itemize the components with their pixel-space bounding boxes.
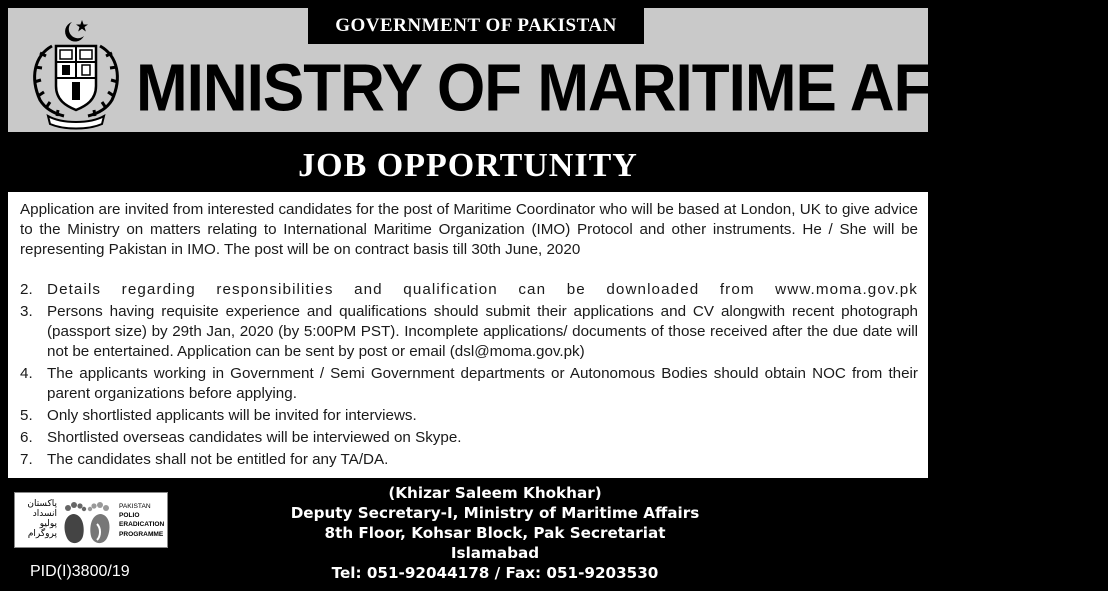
- item-text: The candidates shall not be entitled for any TA/DA.: [47, 451, 389, 468]
- list-item: [20, 302, 918, 362]
- list-item: [20, 364, 918, 404]
- state-emblem-icon: [22, 16, 130, 128]
- polio-urdu-line: پاکستان: [27, 499, 57, 509]
- list-item: [20, 280, 918, 300]
- list-item: [20, 428, 918, 448]
- polio-english-text: [119, 502, 167, 539]
- polio-feet-icon: [57, 496, 119, 546]
- signatory-name: (Khizar Saleem Khokhar): [388, 484, 602, 502]
- item-number: 2.: [20, 281, 33, 298]
- item-text: Shortlisted overseas candidates will be interviewed on Skype.: [47, 429, 462, 446]
- item-text: Only shortlisted applicants will be invited for interviews.: [47, 407, 417, 424]
- polio-urdu-line: پولیو: [39, 519, 57, 529]
- polio-english-line: POLIO: [119, 512, 140, 520]
- item-number: 5.: [20, 407, 33, 424]
- list-item: [20, 450, 918, 470]
- polio-urdu-text: [19, 499, 57, 539]
- contact-numbers: Tel: 051-92044178 / Fax: 051-9203530: [331, 564, 659, 582]
- pid-number: PID(I)3800/19: [30, 563, 130, 580]
- government-label: GOVERNMENT OF PAKISTAN: [308, 8, 644, 44]
- item-text: The applicants working in Government / Semi Government departments or Autonomous Bodies should obtain NOC from their parent organizations before applying.: [47, 365, 918, 402]
- item-number: 6.: [20, 429, 33, 446]
- job-title: JOB OPPORTUNITY: [298, 147, 638, 184]
- polio-urdu-line: انسداد: [32, 509, 57, 519]
- polio-programme-logo: [14, 492, 168, 548]
- polio-urdu-line: پروگرام: [27, 529, 57, 539]
- requirements-list: [20, 280, 918, 470]
- item-number: 7.: [20, 451, 33, 468]
- polio-english-line: PROGRAMME: [119, 530, 164, 538]
- intro-paragraph: Application are invited from interested candidates for the post of Maritime Coordinator who will be based at London, UK to give advice to the Ministry on matters relating to International Maritime Organization (IMO) Protocol and other instruments. He / She will be representing Pakistan in IMO. The post will be on contract basis till 30th June, 2020: [20, 201, 918, 258]
- item-text: Details regarding responsibilities and qualification can be downloaded from www.moma.gov.pk: [47, 281, 918, 298]
- advertisement-footer: [0, 480, 936, 591]
- list-item: [20, 406, 918, 426]
- item-number: 4.: [20, 365, 33, 382]
- office-city: Islamabad: [450, 544, 540, 562]
- item-text: Persons having requisite experience and qualifications should submit their applications and CV alongwith recent photograph (passport size) by 29th Jan, 2020 (by 5:00PM PST). Incomplete applications/ documents of those received after the due date will not be entertained. Application can be sent by post or email (dsl@moma.gov.pk): [47, 303, 918, 360]
- polio-english-line: ERADICATION: [119, 521, 165, 529]
- office-address: 8th Floor, Kohsar Block, Pak Secretariat: [324, 524, 666, 542]
- item-number: 3.: [20, 303, 33, 320]
- polio-english-line: PAKISTAN: [119, 503, 151, 510]
- advertisement-body: [8, 192, 928, 478]
- signature-block: [250, 483, 740, 583]
- signatory-designation: Deputy Secretary-I, Ministry of Maritime Affairs: [290, 504, 700, 522]
- ministry-header: [8, 8, 1108, 135]
- ministry-title: MINISTRY OF MARITIME AFFAIRS: [136, 51, 1108, 126]
